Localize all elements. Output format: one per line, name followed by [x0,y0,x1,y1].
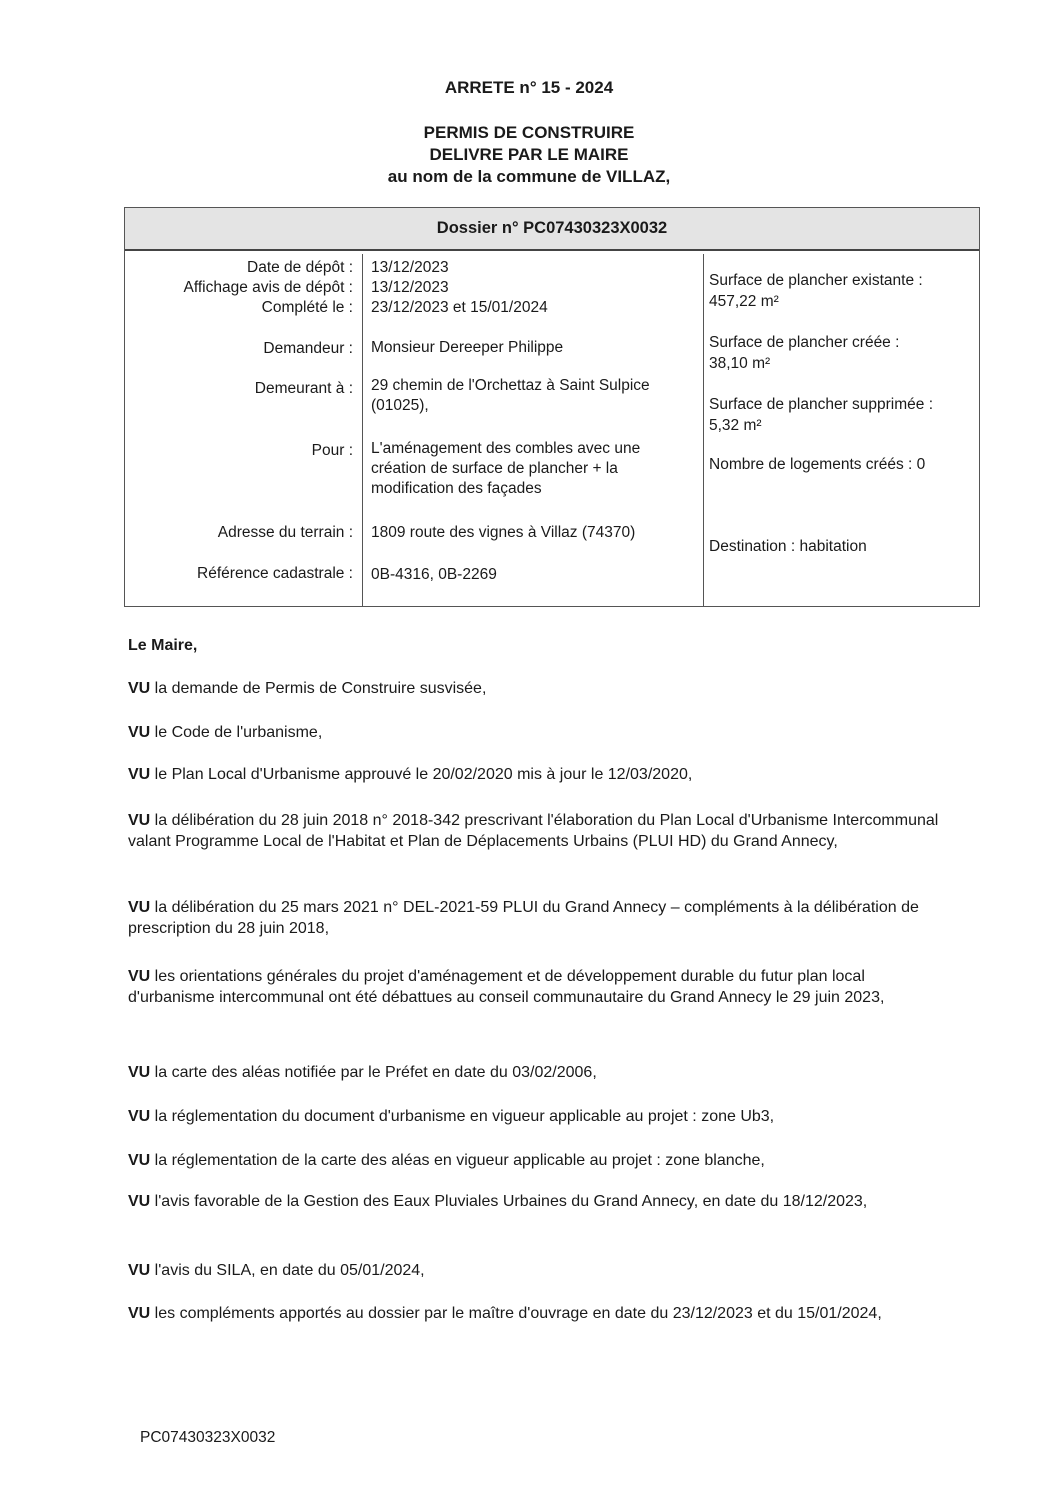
value-pour: L'aménagement des combles avec une création de surface de plancher + la modification des façades [371,440,641,497]
surface-existante-label: Surface de plancher existante : [709,272,923,289]
column-divider [703,254,704,606]
surface-supprimee-label: Surface de plancher supprimée : [709,396,934,413]
label-demeurant: Demeurant à : [254,380,353,397]
vu-item: VU le Code de l'urbanisme, [128,724,323,741]
logements-crees: Nombre de logements créés : 0 [709,456,926,473]
surface-creee-value: 38,10 m² [709,355,771,372]
heading-line-1: PERMIS DE CONSTRUIRE [423,123,635,142]
vu-item: VU la délibération du 25 mars 2021 n° DEL-2021-59 PLUI du Grand Annecy – compléments à la délibération de prescription du 28 juin 2018, [128,899,919,937]
value-affichage: 13/12/2023 [371,279,449,296]
label-date-depot: Date de dépôt : [247,259,353,276]
value-demandeur: Monsieur Dereeper Philippe [371,339,564,356]
value-cadastre: 0B-4316, 0B-2269 [371,566,497,583]
vu-item: VU l'avis du SILA, en date du 05/01/2024, [128,1262,425,1279]
label-pour: Pour : [311,442,353,459]
vu-item: VU les orientations générales du projet d'aménagement et de développement durable du futur plan local d'urbanisme intercommunal ont été débattues au conseil communautaire du Grand Annecy le 29 juin 2023, [128,968,885,1006]
dossier-box [124,207,980,607]
label-adresse: Adresse du terrain : [217,524,353,541]
surface-existante-value: 457,22 m² [709,293,779,310]
arrete-number: ARRETE n° 15 - 2024 [444,78,614,97]
label-demandeur: Demandeur : [263,340,353,357]
column-divider [362,254,363,606]
vu-item: VU la délibération du 28 juin 2018 n° 2018-342 prescrivant l'élaboration du Plan Local d'Urbanisme Intercommunal valant Programme Local de l'Habitat et Plan de Déplacements Urbains (PLUI HD) du Grand Annecy, [128,812,939,850]
label-cadastre: Référence cadastrale : [197,565,353,582]
surface-supprimee-value: 5,32 m² [709,417,762,434]
vu-item: VU les compléments apportés au dossier par le maître d'ouvrage en date du 23/12/2023 et du 15/01/2024, [128,1305,882,1322]
vu-item: VU le Plan Local d'Urbanisme approuvé le 20/02/2020 mis à jour le 12/03/2020, [128,766,693,783]
document-heading [0,122,1058,188]
vu-item: VU l'avis favorable de la Gestion des Eaux Pluviales Urbaines du Grand Annecy, en date du 18/12/2023, [128,1193,868,1210]
heading-line-3: au nom de la commune de VILLAZ, [387,167,671,186]
vu-item: VU la demande de Permis de Construire susvisée, [128,680,487,697]
surface-creee-label: Surface de plancher créée : [709,334,900,351]
label-complete: Complété le : [261,299,353,316]
value-complete: 23/12/2023 et 15/01/2024 [371,299,548,316]
value-demeurant: 29 chemin de l'Orchettaz à Saint Sulpice (01025), [371,377,650,414]
value-adresse: 1809 route des vignes à Villaz (74370) [371,524,636,541]
le-maire: Le Maire, [128,637,198,654]
dossier-title: Dossier n° PC07430323X0032 [125,208,979,251]
vu-item: VU la réglementation de la carte des aléas en vigueur applicable au projet : zone blanche, [128,1152,765,1169]
vu-item: VU la carte des aléas notifiée par le Préfet en date du 03/02/2006, [128,1064,597,1081]
heading-line-2: DELIVRE PAR LE MAIRE [429,145,629,164]
label-affichage: Affichage avis de dépôt : [183,279,353,296]
destination: Destination : habitation [709,538,867,555]
vu-item: VU la réglementation du document d'urbanisme en vigueur applicable au projet : zone Ub3, [128,1108,775,1125]
value-date-depot: 13/12/2023 [371,259,449,276]
footer-reference: PC07430323X0032 [140,1429,276,1446]
